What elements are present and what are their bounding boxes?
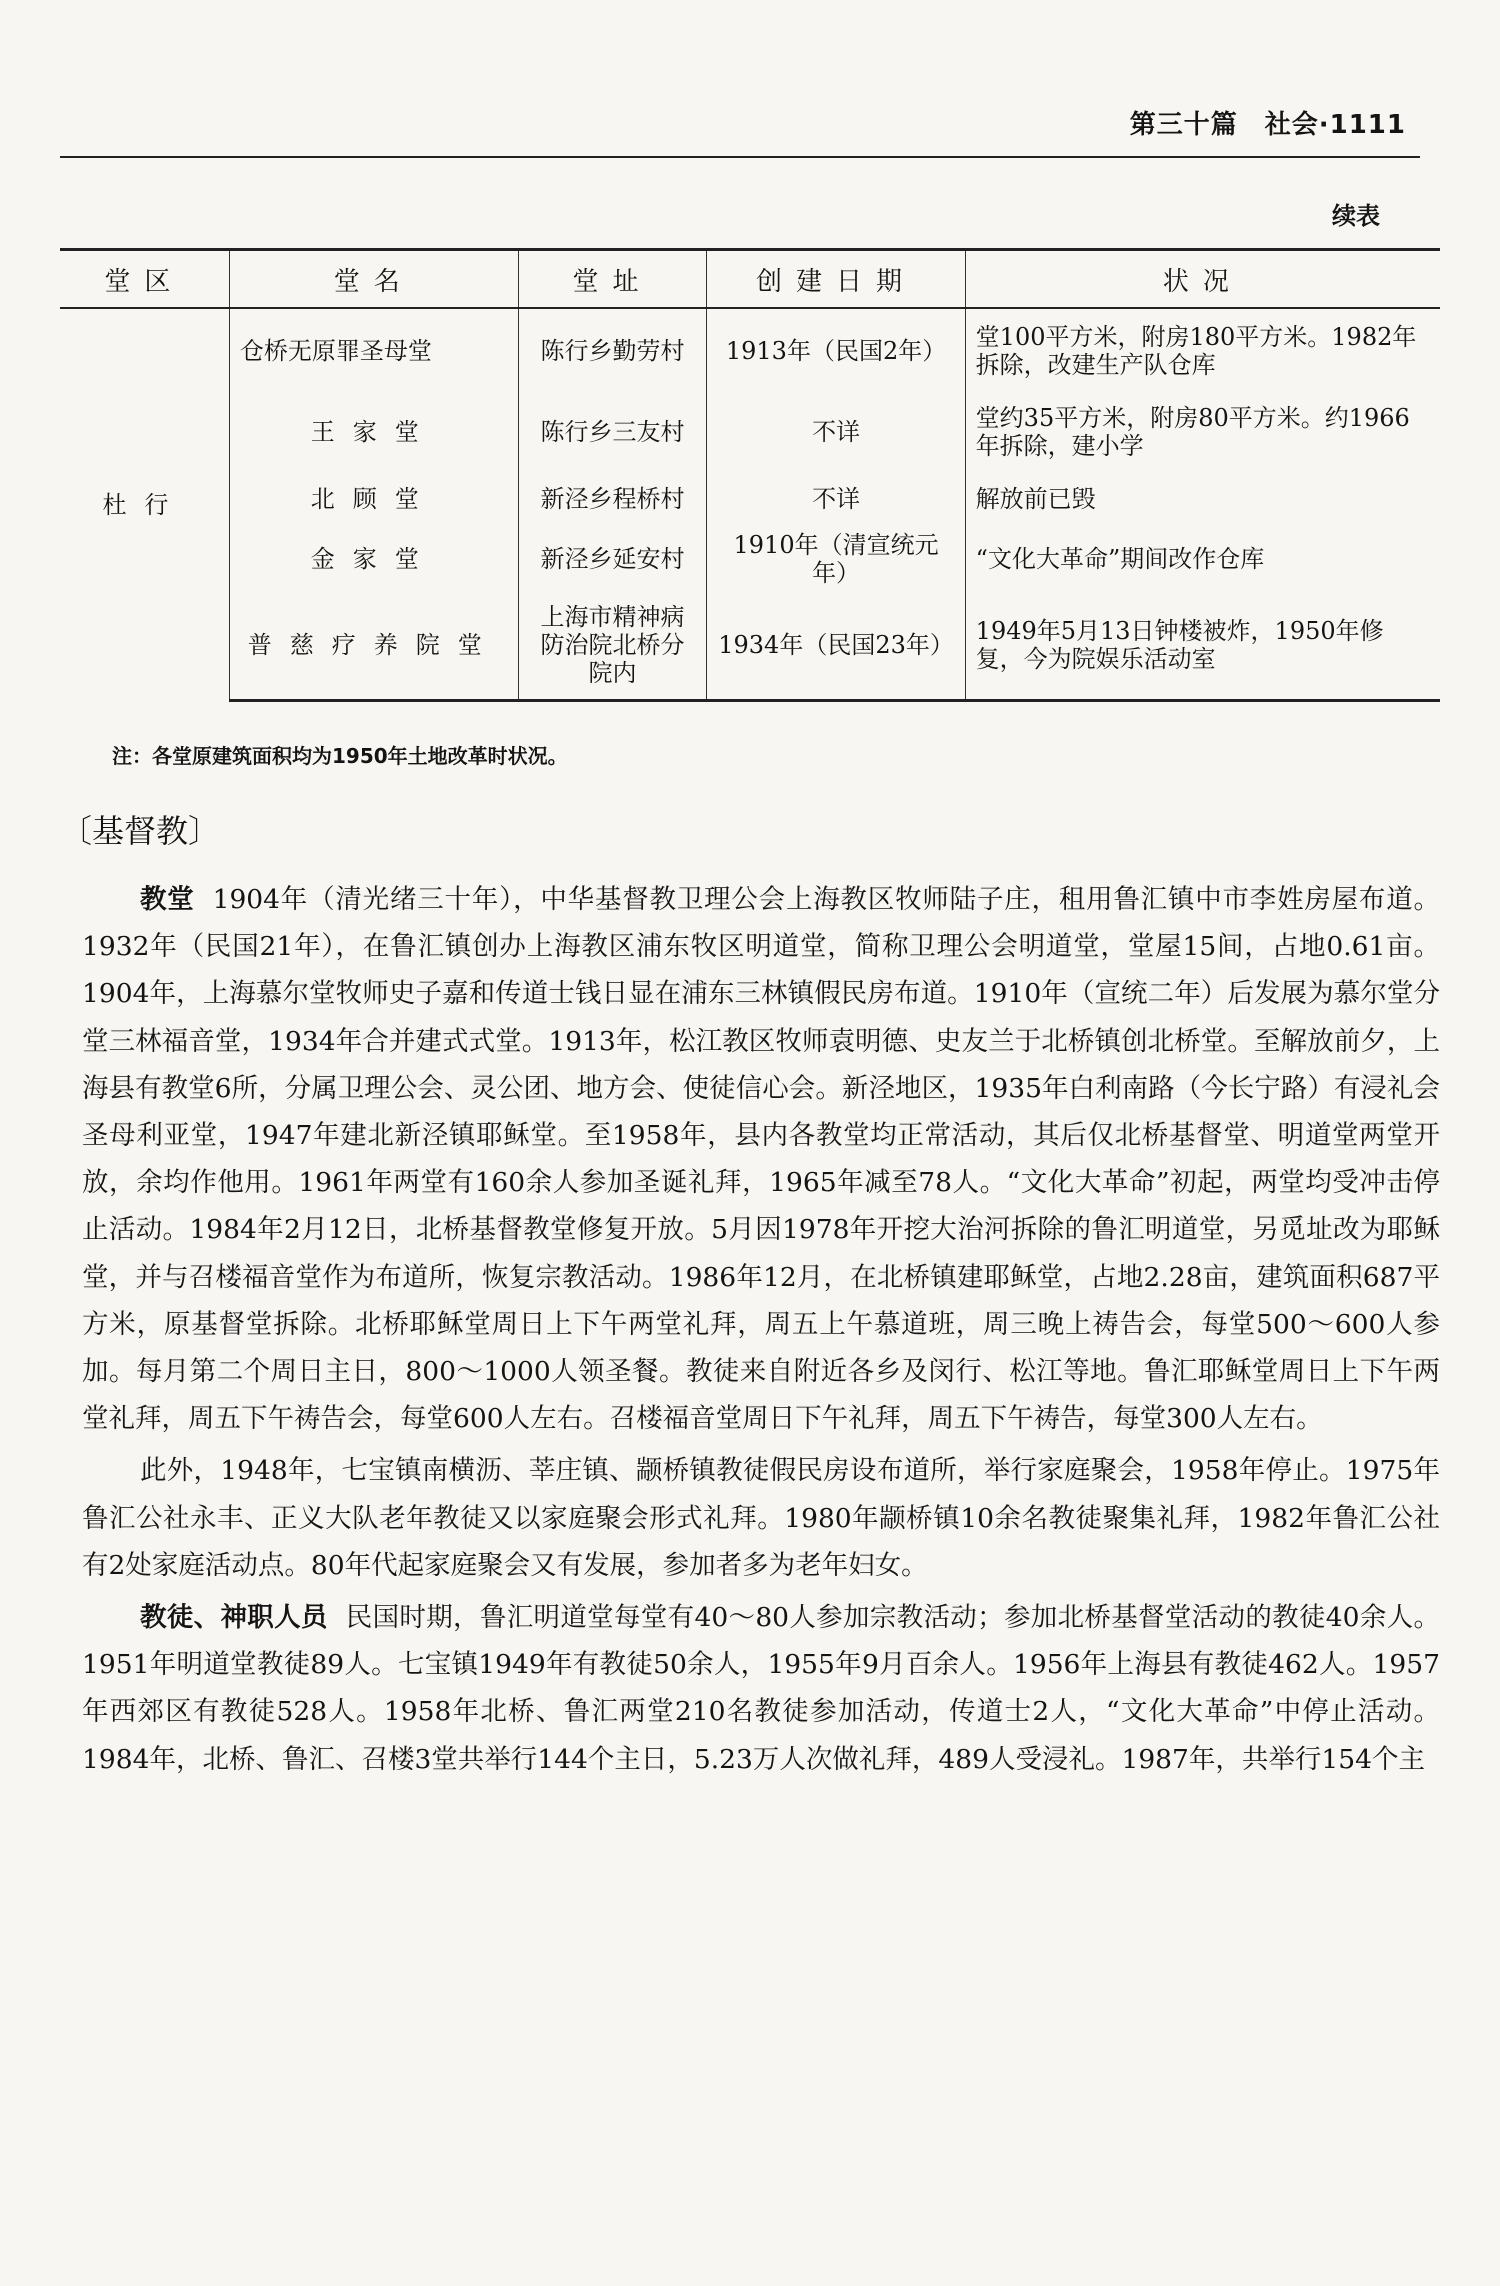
paragraph-text: 1904年（清光绪三十年），中华基督教卫理公会上海教区牧师陆子庄，租用鲁汇镇中市李姓房屋布道。1932年（民国21年），在鲁汇镇创办上海教区浦东牧区明道堂，简称卫理公会明道堂，堂屋15间，占地0.61亩。1904年，上海慕尔堂牧师史子嘉和传道士钱日显在浦东三林镇假民房布道。1910年（宣统二年）后发展为慕尔堂分堂三林福音堂，1934年合并建式式堂。1913年，松江教区牧师袁明德、史友兰于北桥镇创北桥堂。至解放前夕，上海县有教堂6所，分属卫理公会、灵公团、地方会、使徒信心会。新泾地区，1935年白利南路（今长宁路）有浸礼会圣母利亚堂，1947年建北新泾镇耶稣堂。至1958年，县内各教堂均正常活动，其后仅北桥基督堂、明道堂两堂开放，余均作他用。1961年两堂有160余人参加圣诞礼拜，1965年减至78人。“文化大革命”初起，两堂均受冲击停止活动。1984年2月12日，北桥基督教堂修复开放。5月因1978年开挖大治河拆除的鲁汇明道堂，另觅址改为耶稣堂，并与召楼福音堂作为布道所，恢复宗教活动。1986年12月，在北桥镇建耶稣堂，占地2.28亩，建筑面积687平方米，原基督堂拆除。北桥耶稣堂周日上下午两堂礼拜，周五上午慕道班，周三晚上祷告会，每堂500～600人参加。每月第二个周日主日，800～1000人领圣餐。教徒来自附近各乡及闵行、松江等地。鲁汇耶稣堂周日上下午两堂礼拜，周五下午祷告会，每堂600人左右。召楼福音堂周日下午礼拜，周五下午祷告，每堂300人左右。 <box>82 884 1440 1435</box>
table-row <box>60 308 1440 392</box>
paragraph-text: 此外，1948年，七宝镇南横沥、莘庄镇、颛桥镇教徒假民房设布道所，举行家庭聚会，1958年停止。1975年鲁汇公社永丰、正义大队老年教徒又以家庭聚会形式礼拜。1980年颛桥镇10余名教徒聚集礼拜，1982年鲁汇公社有2处家庭活动点。80年代起家庭聚会又有发展，参加者多为老年妇女。 <box>82 1455 1440 1581</box>
location-cell: 陈行乡三友村 <box>518 392 707 472</box>
col-header-status: 状况 <box>965 250 1440 309</box>
paragraph-text: 民国时期，鲁汇明道堂每堂有40～80人参加宗教活动；参加北桥基督堂活动的教徒40余人。1951年明道堂教徒89人。七宝镇1949年有教徒50余人，1955年9月百余人。1956年上海县有教徒462人。1957年西郊区有教徒528人。1958年北桥、鲁汇两堂210名教徒参加活动，传道士2人，“文化大革命”中停止活动。1984年，北桥、鲁汇、召楼3堂共举行144个主日，5.23万人次做礼拜，489人受浸礼。1987年，共举行154个主 <box>82 1602 1440 1775</box>
paragraph <box>82 1447 1440 1589</box>
location-cell: 新泾乡延安村 <box>518 526 707 592</box>
status-cell: 1949年5月13日钟楼被炸，1950年修复，今为院娱乐活动室 <box>965 592 1440 700</box>
table-row <box>60 472 1440 526</box>
church-name-cell: 王家堂 <box>229 392 518 472</box>
col-header-district: 堂区 <box>60 250 229 309</box>
district-cell: 杜行 <box>60 308 229 700</box>
running-title: 第三十篇 社会·1111 <box>1129 110 1406 140</box>
paragraph <box>82 876 1440 1442</box>
table-header-row <box>60 250 1440 309</box>
date-cell: 不详 <box>707 392 965 472</box>
location-cell: 上海市精神病防治院北桥分院内 <box>518 592 707 700</box>
status-cell: 堂约35平方米，附房80平方米。约1966年拆除，建小学 <box>965 392 1440 472</box>
church-name-cell: 金家堂 <box>229 526 518 592</box>
col-header-date: 创建日期 <box>707 250 965 309</box>
date-cell: 1934年（民国23年） <box>707 592 965 700</box>
page-header <box>60 100 1420 158</box>
status-cell: 解放前已毁 <box>965 472 1440 526</box>
church-name-cell: 仓桥无原罪圣母堂 <box>229 308 518 392</box>
col-header-location: 堂址 <box>518 250 707 309</box>
paragraph-lead: 教徒、神职人员 <box>140 1602 328 1634</box>
status-cell: 堂100平方米，附房180平方米。1982年拆除，改建生产队仓库 <box>965 308 1440 392</box>
table-row <box>60 592 1440 700</box>
col-header-name: 堂名 <box>229 250 518 309</box>
date-cell: 1910年（清宣统元年） <box>707 526 965 592</box>
location-cell: 陈行乡勤劳村 <box>518 308 707 392</box>
section-heading: 〔基督教〕 <box>60 812 221 850</box>
table-note: 注：各堂原建筑面积均为1950年土地改革时状况。 <box>112 744 568 768</box>
church-name-cell: 北顾堂 <box>229 472 518 526</box>
date-cell: 1913年（民国2年） <box>707 308 965 392</box>
body-text <box>82 876 1440 1788</box>
paragraph <box>82 1594 1440 1783</box>
table-row <box>60 392 1440 472</box>
table-row <box>60 526 1440 592</box>
church-table <box>60 248 1440 702</box>
status-cell: “文化大革命”期间改作仓库 <box>965 526 1440 592</box>
table-continued-label: 续表 <box>1332 202 1380 230</box>
date-cell: 不详 <box>707 472 965 526</box>
location-cell: 新泾乡程桥村 <box>518 472 707 526</box>
church-name-cell: 普慈疗养院堂 <box>229 592 518 700</box>
paragraph-lead: 教堂 <box>140 884 195 915</box>
